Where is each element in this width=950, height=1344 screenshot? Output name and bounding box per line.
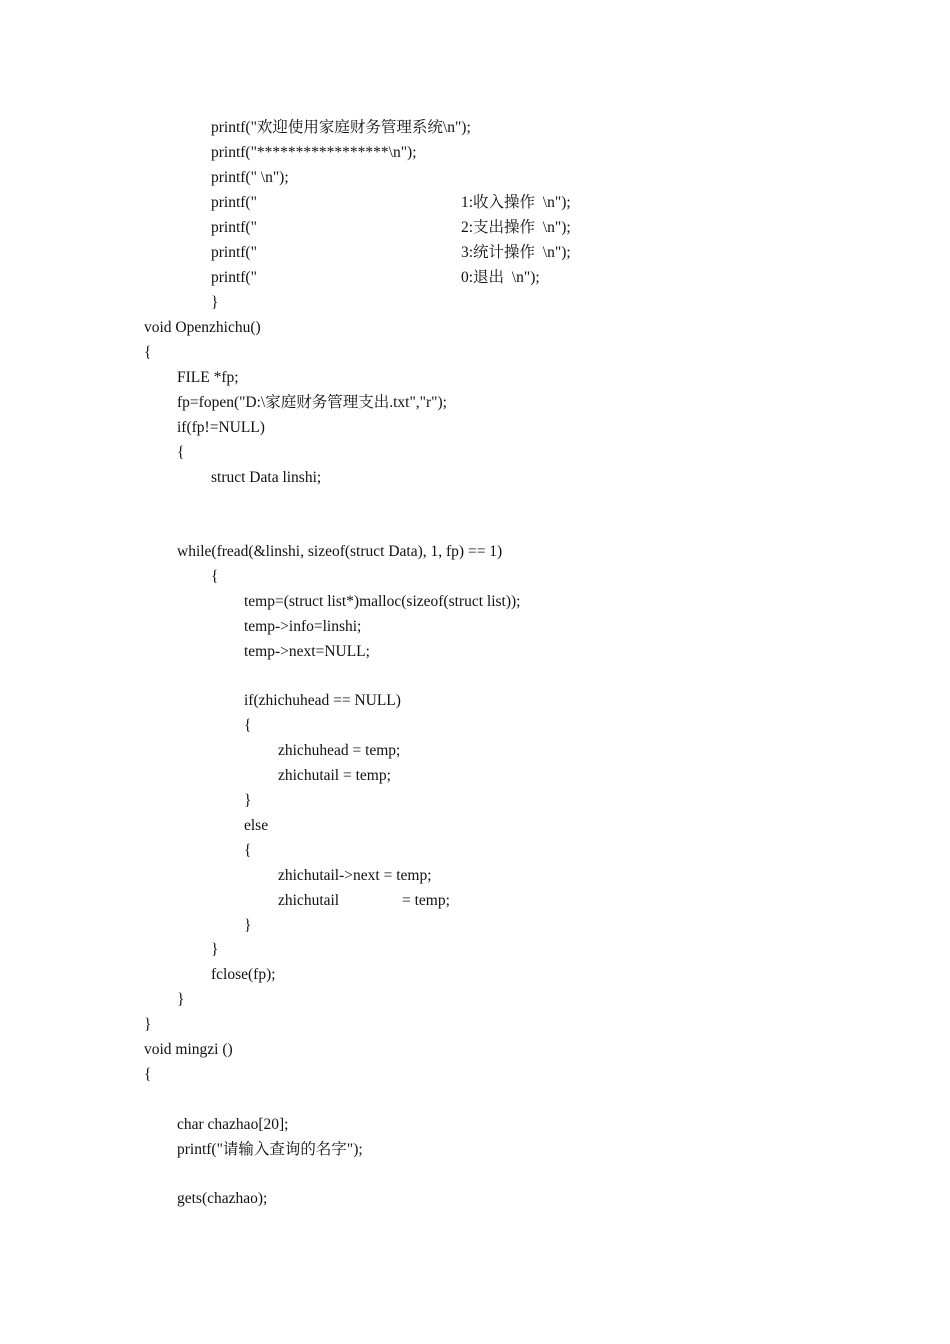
code-line [144,1013,160,1037]
code-text: } [177,991,185,1008]
code-text: } [144,1016,152,1033]
code-text: printf(" [211,269,257,286]
code-text: zhichutail = temp; [278,767,391,784]
code-text: zhichuhead = temp; [278,742,401,759]
code-text: printf("请输入查询的名字"); [177,1141,363,1158]
code-text: printf("*****************\n"); [211,144,417,161]
code-text: fp=fopen("D:\家庭财务管理支出.txt","r"); [177,394,447,411]
code-text: temp->info=linshi; [244,618,362,635]
code-text: struct Data linshi; [211,469,322,486]
code-line [177,391,447,415]
code-text: fclose(fp); [211,966,276,983]
code-text: } [211,941,219,958]
code-line [144,341,160,365]
code-line [211,166,289,190]
code-line [177,366,239,390]
code-text: printf(" [211,244,257,261]
code-text: temp->next=NULL; [244,643,370,660]
code-line [144,1063,160,1087]
code-line [244,914,260,938]
code-line [144,316,261,340]
code-text: } [211,294,219,311]
code-text: zhichutail [278,892,340,909]
code-line [177,1187,268,1211]
code-text: } [244,917,252,934]
code-line [278,764,391,788]
code-text: while(fread(&linshi, sizeof(struct Data), 1, fp) == 1) [177,543,503,560]
code-text: if(zhichuhead == NULL) [244,692,401,709]
code-text: gets(chazhao); [177,1190,268,1207]
code-line [244,789,260,813]
code-line [244,839,260,863]
code-text: printf(" [211,219,257,236]
code-line [278,739,401,763]
code-line [177,441,193,465]
code-text: { [144,1066,152,1083]
code-line [177,1138,363,1162]
code-text: 1:收入操作 \n"); [461,194,571,211]
code-text: char chazhao[20]; [177,1116,289,1133]
code-line [211,565,227,589]
code-text: } [244,792,252,809]
code-line [177,540,503,564]
code-text: { [144,344,152,361]
code-text: { [211,568,219,585]
code-line [244,689,401,713]
code-line [211,116,471,140]
code-line [211,266,540,290]
code-text: void Openzhichu() [144,319,261,336]
code-line [278,889,450,913]
code-line [211,291,227,315]
code-line [278,864,432,888]
code-text: 2:支出操作 \n"); [461,219,571,236]
code-text: FILE *fp; [177,369,239,386]
code-line [244,640,370,664]
code-text: void mingzi () [144,1041,233,1058]
code-text: { [177,444,185,461]
code-line [244,714,260,738]
code-line [244,590,521,614]
code-line [211,938,227,962]
code-text: temp=(struct list*)malloc(sizeof(struct list)); [244,593,521,610]
code-line [211,141,417,165]
code-text: if(fp!=NULL) [177,419,265,436]
code-text: printf(" [211,194,257,211]
code-line [177,416,265,440]
code-text: printf("欢迎使用家庭财务管理系统\n"); [211,119,471,136]
code-text: else [244,817,269,834]
code-line [211,216,571,240]
code-line [244,814,269,838]
code-text: = temp; [402,892,450,909]
code-text: { [244,717,252,734]
code-text: { [244,842,252,859]
code-line [211,191,571,215]
code-text: 3:统计操作 \n"); [461,244,571,261]
code-text: 0:退出 \n"); [461,269,540,286]
code-line [211,241,571,265]
code-line [211,963,276,987]
code-line [177,988,193,1012]
code-line [244,615,362,639]
code-line [211,466,322,490]
code-text: printf(" \n"); [211,169,289,186]
code-line [177,1113,289,1137]
code-text: zhichutail->next = temp; [278,867,432,884]
code-line [144,1038,233,1062]
